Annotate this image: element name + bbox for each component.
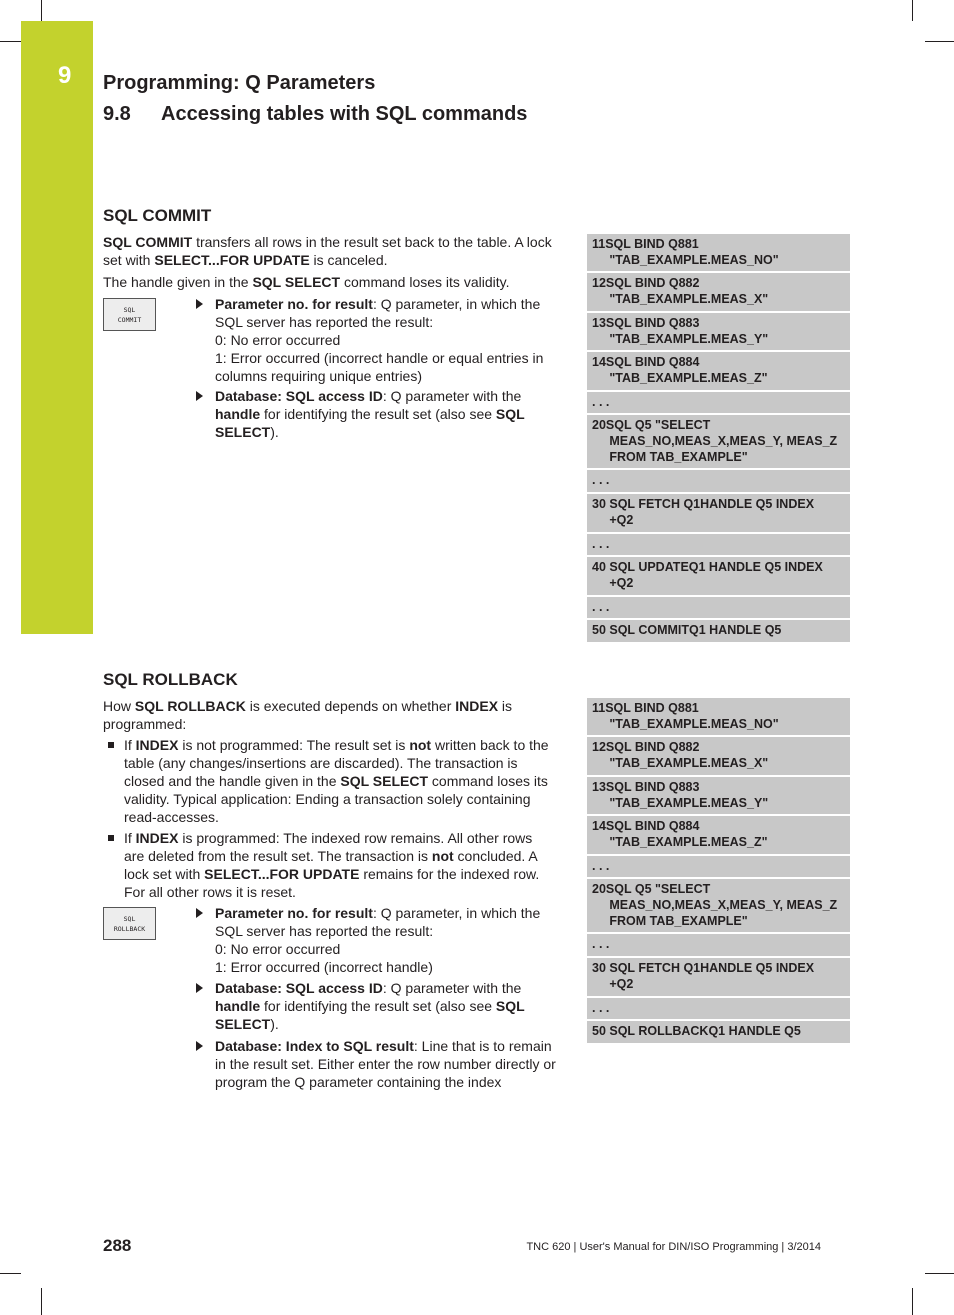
- commit-bullet-access-id: Database: SQL access ID: Q parameter with the handle for identifying the result set (also see SQL SELECT).: [215, 387, 560, 441]
- crop-mark: [0, 1273, 21, 1274]
- rollback-code-example: [587, 698, 850, 1045]
- code-line: 30 SQL FETCH Q1HANDLE Q5 INDEX +Q2: [587, 494, 850, 531]
- code-line: 30 SQL FETCH Q1HANDLE Q5 INDEX +Q2: [587, 958, 850, 995]
- square-bullet-icon: [108, 835, 114, 841]
- arrow-icon: [196, 983, 203, 993]
- code-line: 13SQL BIND Q883 "TAB_EXAMPLE.MEAS_Y": [587, 313, 850, 350]
- arrow-icon: [196, 391, 203, 401]
- code-line: 11SQL BIND Q881 "TAB_EXAMPLE.MEAS_NO": [587, 234, 850, 271]
- code-line: 50 SQL COMMITQ1 HANDLE Q5: [587, 620, 850, 642]
- code-line: 14SQL BIND Q884 "TAB_EXAMPLE.MEAS_Z": [587, 352, 850, 389]
- code-line: . . .: [587, 470, 850, 492]
- code-line: . . .: [587, 534, 850, 556]
- code-line: 14SQL BIND Q884 "TAB_EXAMPLE.MEAS_Z": [587, 816, 850, 853]
- page-number: 288: [103, 1236, 132, 1255]
- crop-mark: [0, 41, 21, 42]
- arrow-icon: [196, 908, 203, 918]
- code-line: . . .: [587, 392, 850, 414]
- code-line: . . .: [587, 597, 850, 619]
- rollback-bullet-access-id: Database: SQL access ID: Q parameter with the handle for identifying the result set (also see SQL SELECT).: [215, 979, 560, 1033]
- footer-text: TNC 620 | User's Manual for DIN/ISO Programming | 3/2014: [526, 1241, 821, 1253]
- chapter-tab: [21, 21, 93, 634]
- square-bullet-icon: [108, 742, 114, 748]
- rollback-list-item-index: If INDEX is programmed: The indexed row remains. All other rows are deleted from the result set. The transaction is not concluded. A lock set with SELECT...FOR UPDATE remains for the indexed row. For all other rows it is reset.: [124, 829, 554, 901]
- commit-title: SQL COMMIT: [103, 206, 212, 225]
- commit-code-example: [587, 234, 850, 644]
- rollback-paragraph-1: How SQL ROLLBACK is executed depends on whether INDEX is programmed:: [103, 698, 513, 732]
- commit-paragraph-1: SQL COMMIT transfers all rows in the result set back to the table. A lock set with SELECT...FOR UPDATE is canceled.: [103, 234, 552, 268]
- section-heading: [103, 103, 527, 126]
- chapter-number: 9: [58, 62, 72, 89]
- code-line: 20SQL Q5 "SELECT MEAS_NO,MEAS_X,MEAS_Y, MEAS_Z FROM TAB_EXAMPLE": [587, 415, 850, 468]
- crop-mark: [912, 1288, 913, 1315]
- code-line: 13SQL BIND Q883 "TAB_EXAMPLE.MEAS_Y": [587, 777, 850, 814]
- code-line: 11SQL BIND Q881 "TAB_EXAMPLE.MEAS_NO": [587, 698, 850, 735]
- rollback-list-item-no-index: If INDEX is not programmed: The result set is not written back to the table (any changes/insertions are discarded). The transaction is closed and the handle given in the SQL SELECT command loses its validity. Typical application: Ending a transaction solely containing read-accesses.: [124, 736, 554, 826]
- crop-mark: [41, 1288, 42, 1315]
- code-line: . . .: [587, 856, 850, 878]
- chapter-title: Programming: Q Parameters: [103, 72, 376, 94]
- code-line: 12SQL BIND Q882 "TAB_EXAMPLE.MEAS_X": [587, 273, 850, 310]
- code-line: 40 SQL UPDATEQ1 HANDLE Q5 INDEX +Q2: [587, 557, 850, 594]
- crop-mark: [925, 41, 954, 42]
- sql-commit-softkey[interactable]: SQL COMMIT: [103, 298, 156, 331]
- section-number: 9.8: [103, 103, 131, 125]
- code-line: 12SQL BIND Q882 "TAB_EXAMPLE.MEAS_X": [587, 737, 850, 774]
- arrow-icon: [196, 299, 203, 309]
- crop-mark: [41, 0, 42, 21]
- rollback-title: SQL ROLLBACK: [103, 670, 238, 689]
- code-line: . . .: [587, 934, 850, 956]
- sql-rollback-softkey[interactable]: SQL ROLLBACK: [103, 907, 156, 940]
- section-title: Accessing tables with SQL commands: [161, 103, 528, 125]
- commit-bullet-result: Parameter no. for result: Q parameter, in which the SQL server has reported the result: 0: No error occurred 1: Error occurred (incorrect handle or equal entries in columns requiring unique entries): [215, 295, 560, 385]
- code-line: 50 SQL ROLLBACKQ1 HANDLE Q5: [587, 1021, 850, 1043]
- rollback-bullet-result: Parameter no. for result: Q parameter, in which the SQL server has reported the result: 0: No error occurred 1: Error occurred (incorrect handle): [215, 904, 560, 976]
- arrow-icon: [196, 1041, 203, 1051]
- crop-mark: [925, 1273, 954, 1274]
- commit-paragraph-2: The handle given in the SQL SELECT command loses its validity.: [103, 274, 510, 290]
- code-line: . . .: [587, 998, 850, 1020]
- rollback-bullet-index: Database: Index to SQL result: Line that is to remain in the result set. Either enter the row number directly or program the Q parameter containing the index: [215, 1037, 560, 1091]
- code-line: 20SQL Q5 "SELECT MEAS_NO,MEAS_X,MEAS_Y, MEAS_Z FROM TAB_EXAMPLE": [587, 879, 850, 932]
- crop-mark: [912, 0, 913, 21]
